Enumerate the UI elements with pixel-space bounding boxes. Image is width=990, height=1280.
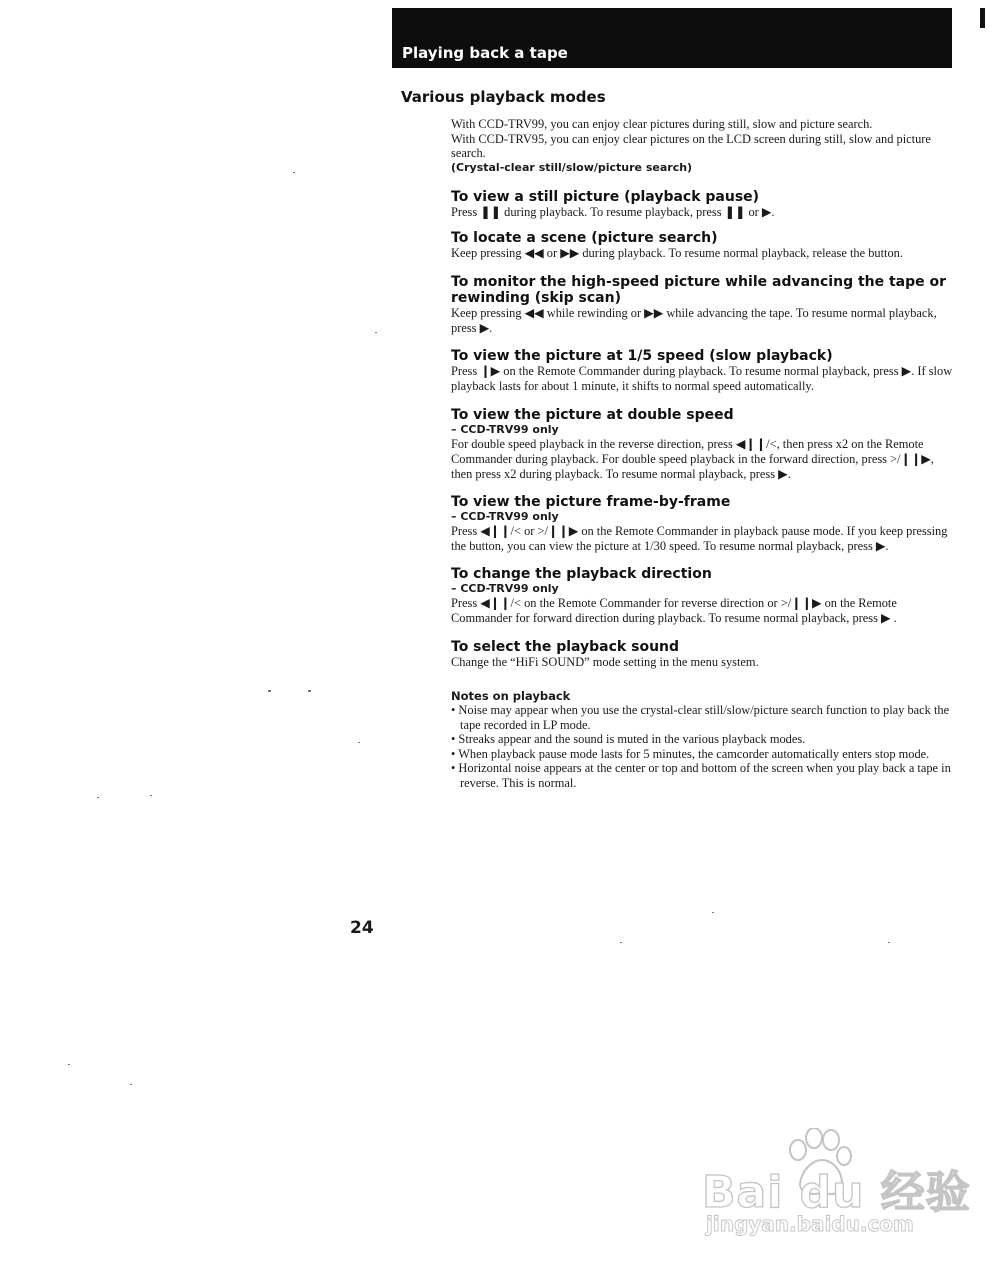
note-item: • When playback pause mode lasts for 5 minutes, the camcorder automatically enters stop mode.	[451, 746, 930, 761]
section-playback-sound	[451, 639, 956, 670]
scan-speck	[150, 795, 152, 796]
section-body: Press ◀❙❙/< on the Remote Commander for reverse direction or >/❙❙▶ on the Remote Commander for forward direction during playback. To resume normal playback, press ▶ .	[451, 596, 897, 625]
note-item: • Streaks appear and the sound is muted in the various playback modes.	[451, 732, 806, 747]
section-body: Keep pressing ◀◀ or ▶▶ during playback. To resume normal playback, release the button.	[451, 246, 903, 261]
section-heading: To select the playback sound	[451, 638, 680, 655]
edge-mark	[980, 8, 985, 28]
intro-line-1: With CCD-TRV99, you can enjoy clear pictures during still, slow and picture search.	[451, 117, 873, 131]
section-heading: To locate a scene (picture search)	[451, 230, 718, 247]
section-title: Various playback modes	[401, 88, 606, 106]
section-body: Press ◀❙❙/< or >/❙❙▶ on the Remote Commander in playback pause mode. If you keep pressing the button, you can view the picture at 1/30 speed. To resume normal playback, press ▶.	[451, 524, 948, 553]
note-item: • Horizontal noise appears at the center or top and bottom of the screen when you play back a tape in reverse. This is normal.	[451, 761, 951, 791]
section-playback-direction	[451, 566, 956, 625]
section-heading: To monitor the high-speed picture while advancing the tape or rewinding (skip scan)	[451, 273, 947, 306]
scan-speck	[712, 912, 714, 913]
notes-title: Notes on playback	[451, 689, 571, 704]
intro-tag: (Crystal-clear still/slow/picture search)	[451, 160, 693, 174]
section-body: Change the “HiFi SOUND” mode setting in the menu system.	[451, 654, 759, 669]
section-body: For double speed playback in the reverse direction, press ◀❙❙/<, then press x2 on the Remote Commander during playback. For double speed playback in the forward direction, press >/❙❙▶, then press x2 during playback. To resume normal playback, press ▶.	[451, 437, 934, 481]
scan-speck	[358, 742, 360, 743]
section-slow-playback	[451, 348, 956, 393]
intro-line-2: With CCD-TRV95, you can enjoy clear pictures on the LCD screen during still, slow and picture search.	[451, 131, 931, 161]
page-number: 24	[350, 918, 374, 938]
section-body: Keep pressing ◀◀ while rewinding or ▶▶ while advancing the tape. To resume normal playback, press ▶.	[451, 305, 937, 335]
notes-list	[451, 703, 956, 791]
watermark-text: Bai du 经验	[702, 1167, 971, 1218]
section-body: Press ❙▶ on the Remote Commander during playback. To resume normal playback, press ▶. If slow playback lasts for about 1 minute, it shifts to normal speed automatically.	[451, 364, 953, 393]
section-body: Press ❚❚ during playback. To resume playback, press ❚❚ or ▶.	[451, 204, 775, 219]
watermark	[702, 1128, 971, 1240]
header-bar	[392, 8, 952, 68]
scan-speck	[268, 690, 271, 692]
content-column	[451, 117, 956, 791]
header-title: Playing back a tape	[402, 44, 568, 62]
scan-speck	[130, 1084, 132, 1085]
section-frame-by-frame	[451, 494, 956, 553]
scan-speck	[375, 332, 377, 333]
section-subtitle: – CCD-TRV99 only	[451, 423, 559, 437]
scan-speck	[97, 797, 99, 798]
watermark-url: jingyan.baidu.com	[706, 1212, 914, 1236]
scan-speck	[888, 942, 890, 943]
scan-speck	[620, 942, 622, 943]
scan-speck	[68, 1064, 70, 1065]
section-heading: To view the picture frame-by-frame	[451, 494, 731, 511]
section-heading: To view the picture at 1/5 speed (slow playback)	[451, 348, 833, 365]
scan-speck	[293, 172, 295, 173]
scan-speck	[308, 690, 311, 692]
section-subtitle: – CCD-TRV99 only	[451, 582, 559, 596]
section-heading: To view the picture at double speed	[451, 407, 734, 424]
section-still-picture	[451, 189, 956, 220]
section-heading: To view a still picture (playback pause)	[451, 188, 760, 205]
section-picture-search	[451, 230, 956, 261]
section-double-speed	[451, 407, 956, 481]
note-item: • Noise may appear when you use the crystal-clear still/slow/picture search function to play back the tape recorded in LP mode.	[451, 703, 950, 732]
section-skip-scan	[451, 274, 956, 335]
section-heading: To change the playback direction	[451, 566, 712, 583]
section-subtitle: – CCD-TRV99 only	[451, 510, 559, 524]
notes-block	[451, 689, 956, 791]
intro-paragraph	[451, 117, 956, 175]
